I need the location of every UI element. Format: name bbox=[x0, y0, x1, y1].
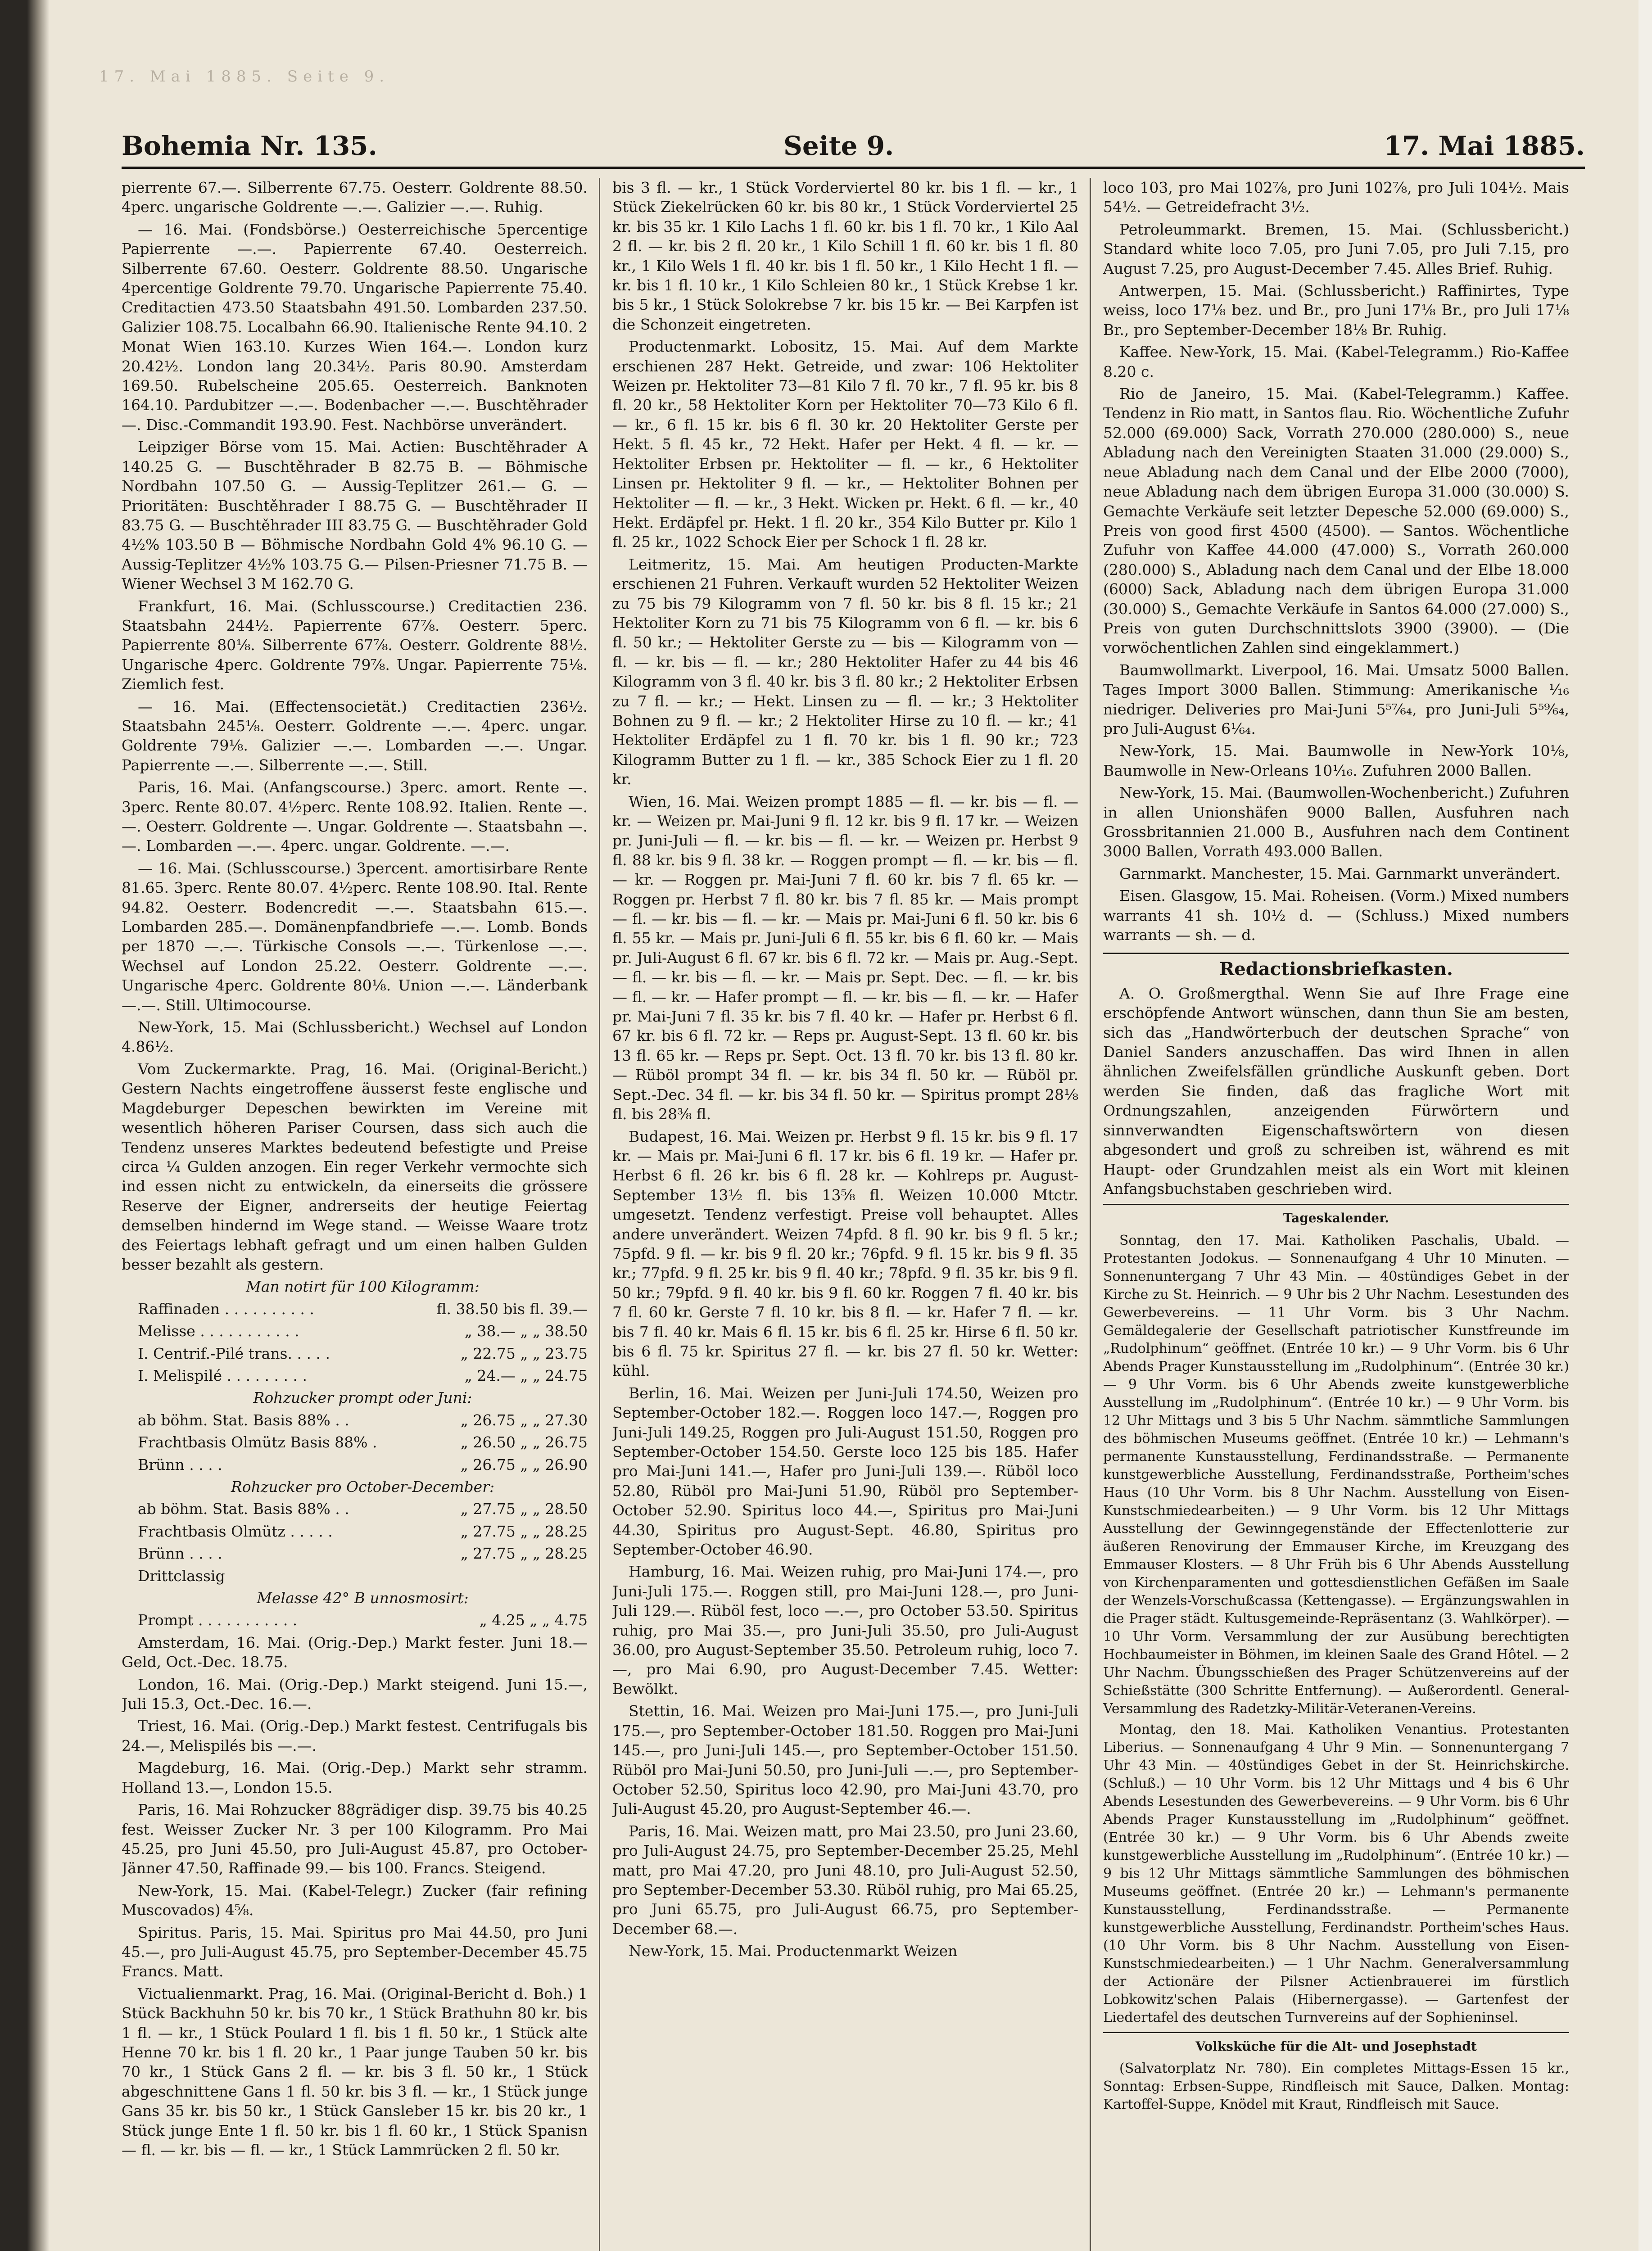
masthead-issue: Bohemia Nr. 135. bbox=[122, 131, 377, 161]
paragraph: Hamburg, 16. Mai. Weizen ruhig, pro Mai-Juni 174.—, pro Juni-Juli 175.—. Roggen still, pro Mai-Juni 128.—, pro Juni-Juli 129.—. Rüböl fest, loco —.—, pro October 53.50. Spiritus ruhig, pro Mai 35.—, pro Juni-Juli 35.50, pro Juli-August 36.00, pro August-September 35.50. Petroleum ruhig, loco 7.—, pro Mai 6.90, pro August-December 7.45. Wetter: Bewölkt. bbox=[612, 1563, 1078, 1698]
paragraph: loco 103, pro Mai 102⅞, pro Juni 102⅞, pro Juli 104½. Mais 54½. — Getreidefracht 3½. bbox=[1103, 179, 1569, 216]
paragraph: Stettin, 16. Mai. Weizen pro Mai-Juni 175.—, pro Juni-Juli 175.—, pro September-October 181.50. Roggen pro Mai-Juni 145.—, pro Juni-Juli 145.—, pro September-October 151.50. Rüböl pro Mai-Juni 50.50, pro Juni-Juli —.—, pro September-October 52.50, Spiritus loco 42.90, pro Mai-Juni 43.70, pro Juli-August 45.20, pro August-September 46.—. bbox=[612, 1702, 1078, 1818]
paragraph: — 16. Mai. (Effectensocietät.) Creditactien 236½. Staatsbahn 245⅛. Oesterr. Goldrente —.—. 4perc. ungar. Goldrente 79⅛. Galizier —.—. Lombarden —.—. Ungar. Papierrente —.—. Silberrente —.—. Still. bbox=[122, 697, 588, 774]
table-row: Melisse . . . . . . . . . . . „ 38.— „ „ 38.50 bbox=[138, 1322, 588, 1340]
masthead-date: 17. Mai 1885. bbox=[1384, 131, 1585, 161]
table-row: Drittclassig bbox=[138, 1567, 225, 1585]
section-title-redaction: Redactionsbriefkasten. bbox=[1103, 953, 1569, 979]
table-row: Raffinaden . . . . . . . . . . fl. 38.50 bis fl. 39.— bbox=[138, 1300, 588, 1318]
paragraph: Montag, den 18. Mai. Katholiken Venantius. Protestanten Liberius. — Sonnenaufgang 4 Uhr 9 Min. — Sonnenuntergang 7 Uhr 43 Min. — 40stündiges Gebet in der St. Heinrichskirche. (Schluß.) — 10 Uhr Vorm. bis 12 Uhr Mittags und 4 bis 6 Uhr Abends Lesestunden des Gewerbevereins. — 9 Uhr Vorm. bis 6 Uhr Abends Prager Kunstausstellung im „Rudolphinum“ geöffnet. (Entrée 30 kr.) — 9 Uhr Vorm. bis 6 Uhr Abends zweite kunstgewerbliche Ausstellung im „Rudolphinum“. (Entrée 10 kr.) — 9 bis 12 Uhr Mittags sämmtliche Sammlungen des böhmischen Museums geöffnet. (Entrée 20 kr.) — Lehmann's permanente Kunstausstellung, Ferdinandsstraße. — Permanente kunstgewerbliche Ausstellung, Ferdinandstr. Portheim'sches Haus. (10 Uhr Vorm. bis 8 Uhr Nachm. Ausstellung von Eisen-Kunstschmiedearbeiten.) — 1 Uhr Nachm. Generalversammlung der Actionäre der Pilsner Actienbrauerei im fürstlich Lobkowitz'schen Palais (Hibernergasse). — Gartenfest der Liedertafel des deutschen Turnvereins auf der Sophieninsel. bbox=[1103, 1721, 1569, 2025]
paragraph: Eisen. Glasgow, 15. Mai. Roheisen. (Vorm.) Mixed numbers warrants 41 sh. 10½ d. — (Schluss.) Mixed numbers warrants — sh. — d. bbox=[1103, 887, 1569, 944]
paragraph: Victualienmarkt. Prag, 16. Mai. (Original-Bericht d. Boh.) 1 Stück Backhuhn 50 kr. bis 70 kr., 1 Stück Brathuhn 80 kr. bis 1 fl. — kr., 1 Stück Poulard 1 fl. bis 1 fl. 50 kr., 1 Stück alte Henne 70 kr. bis 1 fl. 20 kr., 1 Paar junge Tauben 50 kr. bis 70 kr., 1 Stück Gans 2 fl. — kr. bis 3 fl. 50 kr., 1 Stück abgeschnittene Gans 1 fl. 50 kr. bis 3 fl. — kr., 1 Stück junge Gans 35 kr. bis 50 kr., 1 Stück Gansleber 15 kr. bis 20 kr., 1 Stück junge Ente 1 fl. 50 kr. bis 1 fl. 60 kr., 1 Stück Spanisn — fl. — kr. bis — fl. — kr., 1 Stück Lammrücken 2 fl. 50 kr. bbox=[122, 1984, 588, 2159]
newspaper-page bbox=[90, 81, 1612, 2251]
table-row: Prompt . . . . . . . . . . . „ 4.25 „ „ 4.75 bbox=[138, 1611, 588, 1629]
table-caption: Man notirt für 100 Kilogramm: bbox=[246, 1278, 480, 1296]
paragraph: Kaffee. New-York, 15. Mai. (Kabel-Telegramm.) Rio-Kaffee 8.20 c. bbox=[1103, 343, 1569, 380]
table-row: I. Melispilé . . . . . . . . . „ 24.— „ „ 24.75 bbox=[138, 1366, 588, 1384]
paragraph: pierrente 67.—. Silberrente 67.75. Oesterr. Goldrente 88.50. 4perc. ungarische Goldrente —.—. Galizier —.—. Ruhig. bbox=[122, 179, 588, 216]
table-row: ab böhm. Stat. Basis 88% . . „ 27.75 „ „ 28.50 bbox=[138, 1500, 588, 1518]
paragraph: Frankfurt, 16. Mai. (Schlusscourse.) Creditactien 236. Staatsbahn 244½. Papierrente 67⅞. Oesterr. 5perc. Papierrente 80⅛. Silberrente 67⅞. Oesterr. Goldrente 88½. Ungarische 4perc. Goldrente 79⅞. Ungar. Papierrente 75⅛. Ziemlich fest. bbox=[122, 597, 588, 693]
masthead bbox=[122, 126, 1585, 169]
bleed-through-text: 17. Mai 1885. Seite 9. bbox=[99, 68, 390, 86]
paragraph: New-York, 15. Mai (Schlussbericht.) Wechsel auf London 4.86½. bbox=[122, 1018, 588, 1056]
table-row: Brünn . . . . „ 27.75 „ „ 28.25 bbox=[138, 1545, 588, 1563]
table-row: Frachtbasis Olmütz . . . . . „ 27.75 „ „ 28.25 bbox=[138, 1522, 588, 1540]
paragraph: Productenmarkt. Lobositz, 15. Mai. Auf dem Markte erschienen 287 Hekt. Getreide, und zwar: 106 Hektoliter Weizen pr. Hektoliter 73—81 Kilo 7 fl. 70 kr., 7 fl. 95 kr. bis 8 fl. 20 kr., 58 Hektoliter Korn per Hektoliter 70—73 Kilo 6 fl. — kr., 6 fl. 15 kr. bis 6 fl. 30 kr. 20 Hektoliter Gerste per Hekt. 5 fl. 45 kr., 72 Hekt. Hafer per Hekt. 4 fl. — kr. — Hektoliter Erbsen pr. Hektoliter — fl. — kr., 6 Hektoliter Linsen pr. Hektoliter 9 fl. — kr., — Hektoliter Bohnen per Hektoliter — fl. — kr., 3 Hekt. Wicken pr. Hekt. 6 fl. — kr., 40 Hekt. Erdäpfel pr. Hekt. 1 fl. 20 kr., 354 Kilo Butter pr. Kilo 1 fl. 25 kr., 1022 Schock Eier per Schock 1 fl. 28 kr. bbox=[612, 338, 1078, 551]
paragraph: Budapest, 16. Mai. Weizen pr. Herbst 9 fl. 15 kr. bis 9 fl. 17 kr. — Mais pr. Mai-Juni 6 fl. 17 kr. bis 6 fl. 19 kr. — Hafer pr. Herbst 6 fl. 26 kr. bis 6 fl. 28 kr. — Kohlreps pr. August-September 13½ fl. bis 13⅝ fl. Weizen 10.000 Mtctr. umgesetzt. Tendenz verfestigt. Preise voll behauptet. Alles andere unverändert. Weizen 74pfd. 8 fl. 90 kr. bis 9 fl. 5 kr.; 75pfd. 9 fl. — kr. bis 9 fl. 20 kr.; 76pfd. 9 fl. 15 kr. bis 9 fl. 35 kr.; 77pfd. 9 fl. 25 kr. bis 9 fl. 40 kr.; 78pfd. 9 fl. 35 kr. bis 9 fl. 50 kr.; 79pfd. 9 fl. 40 kr. bis 9 fl. 60 kr. Roggen 7 fl. 40 kr. bis 7 fl. 60 kr. Gerste 7 fl. 10 kr. bis 8 fl. — kr. Hafer 7 fl. — kr. bis 7 fl. 40 kr. Mais 6 fl. 15 kr. bis 6 fl. 25 kr. Hirse 6 fl. 50 kr. bis 6 fl. 75 kr. Spiritus 27 fl. — kr. bis 27 fl. 50 kr. Wetter: kühl. bbox=[612, 1127, 1078, 1380]
binding-shadow bbox=[0, 0, 50, 2251]
paragraph: New-York, 15. Mai. Productenmarkt Weizen bbox=[629, 1942, 958, 1960]
section-title-calendar: Tageskalender. bbox=[1103, 1204, 1569, 1228]
paragraph: A. O. Großmergthal. Wenn Sie auf Ihre Frage eine erschöpfende Antwort wünschen, dann thun Sie am besten, sich das „Handwörterbuch der deutschen Sprache“ von Daniel Sanders anzuschaffen. Das wird Ihnen in allen ähnlichen Zweifelsfällen gründliche Auskunft geben. Dort werden Sie finden, daß das fragliche Wort mit Ordnungszahlen, anzeigenden Fürwörtern und sinnverwandten Eigenschaftswörtern von diesen abgesondert und groß zu schreiben ist, während es mit Haupt- oder Grundzahlen meist als ein Wort mit kleinen Anfangsbuchstaben geschrieben wird. bbox=[1103, 984, 1569, 1198]
paragraph: Paris, 16. Mai. (Anfangscourse.) 3perc. amort. Rente —. 3perc. Rente 80.07. 4½perc. Rente 108.92. Italien. Rente —.—. Oesterr. Goldrente —. Ungar. Goldrente —. Staatsbahn —.—. Lombarden —.—. 4perc. ungar. Goldrente. —.—. bbox=[122, 778, 588, 855]
table-row: ab böhm. Stat. Basis 88% . . „ 26.75 „ „ 27.30 bbox=[138, 1411, 588, 1429]
paragraph: Baumwollmarkt. Liverpool, 16. Mai. Umsatz 5000 Ballen. Tages Import 3000 Ballen. Stimmung: Amerikanische ⅟₁₆ niedriger. Deliveries pro Mai-Juni 5⁵⁷⁄₆₄, pro Juni-Juli 5⁵⁹⁄₆₄, pro Juli-August 6⅟₆₄. bbox=[1103, 661, 1569, 737]
paragraph: Amsterdam, 16. Mai. (Orig.-Dep.) Markt fester. Juni 18.— Geld, Oct.-Dec. 18.75. bbox=[122, 1633, 588, 1671]
paragraph: Triest, 16. Mai. (Orig.-Dep.) Markt festest. Centrifugals bis 24.—, Melispilés bis —.—. bbox=[122, 1717, 588, 1754]
table-subheading: Melasse 42° B unnosmosirt: bbox=[257, 1589, 469, 1607]
table-row: I. Centrif.-Pilé trans. . . . . „ 22.75 „ „ 23.75 bbox=[138, 1344, 588, 1362]
paragraph: Wien, 16. Mai. Weizen prompt 1885 — fl. — kr. bis — fl. — kr. — Weizen pr. Mai-Juni 9 fl. 12 kr. bis 9 fl. 17 kr. — Weizen pr. Juni-Juli — fl. — kr. bis — fl. — kr. — Weizen pr. Herbst 9 fl. 88 kr. bis 9 fl. 38 kr. — Roggen prompt — fl. — kr. bis — fl. — kr. — Roggen pr. Mai-Juni 7 fl. 60 kr. bis 7 fl. 65 kr. — Roggen pr. Herbst 7 fl. 80 kr. bis 7 fl. 85 kr. — Mais prompt — fl. — kr. bis — fl. — kr. — Mais pr. Mai-Juni 6 fl. 50 kr. bis 6 fl. 55 kr. — Mais pr. Juni-Juli 6 fl. 55 kr. bis 6 fl. 60 kr. — Mais pr. Juli-August 6 fl. 67 kr. bis 6 fl. 72 kr. — Mais pr. Aug.-Sept. — fl. — kr. bis — fl. — kr. — Mais pr. Sept. Dec. — fl. — kr. bis — fl. — kr. — Hafer prompt — fl. — kr. bis — fl. — kr. — Hafer pr. Mai-Juni 7 fl. 35 kr. bis 7 fl. 40 kr. — Hafer pr. Herbst 6 fl. 67 kr. bis 6 fl. 72 kr. — Reps pr. August-Sept. 13 fl. 60 kr. bis 13 fl. 65 kr. — Reps pr. Sept. Oct. 13 fl. 70 kr. bis 13 fl. 80 kr. — Rüböl prompt 34 fl. — kr. bis 34 fl. 50 kr. — Rüböl pr. Sept.-Dec. 34 fl. — kr. bis 34 fl. 50 kr. — Spiritus prompt 28⅛ fl. bis 28⅜ fl. bbox=[612, 792, 1078, 1123]
paragraph: Berlin, 16. Mai. Weizen per Juni-Juli 174.50, Weizen pro September-October 182.—. Roggen loco 147.—, Roggen pro Juni-Juli 149.25, Roggen pro Juli-August 151.50, Roggen pro September-October 154.50. Gerste loco 125 bis 185. Hafer pro Mai-Juni 141.—, Hafer pro Juni-Juli 139.—. Rüböl loco 52.80, Rüböl pro Mai-Juni 51.90, Rüböl pro September-October 52.90. Spiritus loco 44.—, Spiritus pro Mai-Juni 44.30, Spiritus pro August-Sept. 46.80, Spiritus pro September-October 46.90. bbox=[612, 1384, 1078, 1559]
paragraph: Garnmarkt. Manchester, 15. Mai. Garnmarkt unverändert. bbox=[1119, 864, 1561, 882]
paragraph: London, 16. Mai. (Orig.-Dep.) Markt steigend. Juni 15.—, Juli 15.3, Oct.-Dec. 16.—. bbox=[122, 1675, 588, 1713]
table-subheading: Rohzucker prompt oder Juni: bbox=[253, 1389, 472, 1407]
table-row: Brünn . . . . „ 26.75 „ „ 26.90 bbox=[138, 1455, 588, 1474]
column-2 bbox=[612, 178, 1078, 2251]
paragraph: — 16. Mai. (Schlusscourse.) 3percent. amortisirbare Rente 81.65. 3perc. Rente 80.07. 4½perc. Rente 108.90. Ital. Rente 94.82. Oesterr. Bodencredit —.—. Staatsbahn 615.—. Lombarden 285.—. Domänenpfandbriefe —.—. Lomb. Bonds per 1870 —.—. Türkische Consols —.—. Türkenlose —.—. Wechsel auf London 25.22. Oesterr. Goldrente —.—. Ungarische 4perc. Goldrente 80⅛. Union —.—. Länderbank —.—. Still. Ultimocourse. bbox=[122, 859, 588, 1014]
paragraph: New-York, 15. Mai. (Baumwollen-Wochenbericht.) Zufuhren in allen Unionshäfen 9000 Ballen, Ausfuhren nach Grossbritannien 21.000 B., Ausfuhren nach dem Continent 3000 Ballen, Vorrath 493.000 Ballen. bbox=[1103, 784, 1569, 860]
paragraph: — 16. Mai. (Fondsbörse.) Oesterreichische 5percentige Papierrente —.—. Papierrente 67.40. Oesterreich. Silberrente 67.60. Oesterr. Goldrente 88.50. Ungarische 4percentige Goldrente 79.70. Ungarische Papierrente 75.40. Creditactien 473.50 Staatsbahn 491.50. Lombarden 237.50. Galizier 108.75. Localbahn 66.90. Italienische Rente 94.10. 2 Monat Wien 163.10. Kurzes Wien 164.—. London kurz 20.42½. London lang 20.34½. Paris 80.90. Amsterdam 169.50. Rubelscheine 205.65. Oesterreich. Banknoten 164.10. Pardubitzer —.—. Bodenbacher —.—. Buschtěhrader —. Disc.-Commandit 193.90. Fest. Nachbörse unverändert. bbox=[122, 220, 588, 434]
paragraph: Paris, 16. Mai. Weizen matt, pro Mai 23.50, pro Juni 23.60, pro Juli-August 24.75, pro September-December 25.25, Mehl matt, pro Mai 47.20, pro Juni 48.10, pro Juli-August 52.50, pro September-December 53.30. Rüböl ruhig, pro Mai 65.25, pro Juni 65.75, pro Juli-August 66.75, pro September-December 68.—. bbox=[612, 1822, 1078, 1938]
column-3 bbox=[1103, 178, 1569, 2251]
column-rule bbox=[1090, 178, 1091, 2251]
paragraph: Vom Zuckermarkte. Prag, 16. Mai. (Original-Bericht.) Gestern Nachts eingetroffene äusserst feste englische und Magdeburger Depeschen bewirkten im Vereine mit wesentlich höheren Pariser Coursen, dass sich auch die Tendenz unseres Marktes bedeutend befestigte und Preise circa ¼ Gulden anzogen. Ein reger Verkehr vermochte sich ind essen nicht zu entwickeln, da einerseits die grössere Reserve der Eigner, andrerseits der heutige Feiertag demselben hindernd im Wege stand. — Weisse Waare trotz des Feiertags lebhaft gefragt und um einen halben Gulden besser bezahlt als gestern. bbox=[122, 1060, 588, 1273]
paragraph: Sonntag, den 17. Mai. Katholiken Paschalis, Ubald. — Protestanten Jodokus. — Sonnenaufgang 4 Uhr 10 Minuten. — Sonnenuntergang 7 Uhr 43 Min. — 40stündiges Gebet in der Kirche zu St. Heinrich. — 9 Uhr bis 2 Uhr Nachm. Lesestunden des Gewerbevereins. — 11 Uhr Vorm. bis 3 Uhr Nachm. Gemäldegalerie der Gesellschaft patriotischer Kunstfreunde im „Rudolphinum“ geöffnet. (Entrée 10 kr.) — 9 Uhr Vorm. bis 6 Uhr Abends Prager Kunstausstellung im „Rudolphinum“. (Entrée 30 kr.) — 9 Uhr Vorm. bis 6 Uhr Abends zweite kunstgewerbliche Ausstellung im „Rudolphinum“. (Entrée 10 kr.) — 9 Uhr Vorm. bis 12 Uhr Mittags und 3 bis 5 Uhr Nachm. sämmtliche Sammlungen des böhmischen Museums geöffnet. (Entrée 10 kr.) — Lehmann's permanente Kunstausstellung, Ferdinandsstraße. — Permanente kunstgewerbliche Ausstellung, Ferdinandsstraße, Portheim'sches Haus (10 Uhr Vorm. bis 8 Uhr Nachm. Ausstellung von Eisen-Kunstschmiedearbeiten.) — 9 Uhr Vorm. bis 12 Uhr Mittags Ausstellung der Gewinngegenstände der Effectenlotterie zur äußeren Renovirung der Emmauser Kirche, im Kreuzgang des Emmauser Klosters. — 8 Uhr Früh bis 6 Uhr Abends Ausstellung von Kirchenparamenten und gottesdienstlichen Gefäßen im Saale der Wenzels-Vorschußcassa (Kettengasse). — Ergänzungswahlen in die Prager städt. Kultusgemeinde-Repräsentanz (3. Wahlkörper). — 10 Uhr Vorm. Versammlung der zur Ausübung berechtigten Hochbaumeister in Böhmen, im kleinen Saale des Grand Hôtel. — 2 Uhr Nachm. Übungsschießen des Prager Schützenvereins auf der Schießstätte (300 Schritte Entfernung). — Außerordentl. General-Versammlung des Radetzky-Militär-Veteranen-Vereins. bbox=[1103, 1232, 1569, 1717]
paragraph: Leipziger Börse vom 15. Mai. Actien: Buschtěhrader A 140.25 G. — Buschtěhrader B 82.75 B. — Böhmische Nordbahn 107.50 G. — Aussig-Teplitzer 261.— G. — Prioritäten: Buschtěhrader I 88.75 G. — Buschtěhrader II 83.75 G. — Buschtěhrader III 83.75 G. — Buschtěhrader Gold 4½% 103.50 B — Böhmische Nordbahn Gold 4% 96.10 G. — Aussig-Teplitzer 4½% 103.75 G.— Pilsen-Priesner 71.75 B. — Wiener Wechsel 3 M 162.70 G. bbox=[122, 438, 588, 593]
paragraph: Spiritus. Paris, 15. Mai. Spiritus pro Mai 44.50, pro Juni 45.—, pro Juli-August 45.75, pro September-December 45.75 Francs. Matt. bbox=[122, 1923, 588, 1980]
paragraph: New-York, 15. Mai. (Kabel-Telegr.) Zucker (fair refining Muscovados) 4⅝. bbox=[122, 1881, 588, 1919]
paragraph: bis 3 fl. — kr., 1 Stück Vorderviertel 80 kr. bis 1 fl. — kr., 1 Stück Ziekelrücken 60 kr. bis 80 kr., 1 Stück Vorderviertel 25 kr. bis 35 kr. 1 Kilo Lachs 1 fl. 60 kr. bis 1 fl. 70 kr., 1 Kilo Aal 2 fl. — kr. bis 2 fl. 20 kr., 1 Kilo Schill 1 fl. 60 kr. bis 1 fl. 80 kr., 1 Kilo Wels 1 fl. 40 kr. bis 1 fl. 50 kr., 1 Kilo Hecht 1 fl. — kr. bis 1 fl. 10 kr., 1 Kilo Schleien 80 kr., 1 Stück Krebse 1 kr. bis 5 kr., 1 Stück Solokrebse 7 kr. bis 15 kr. — Bei Karpfen ist die Schonzeit eingetreten. bbox=[612, 179, 1078, 333]
table-row: Frachtbasis Olmütz Basis 88% . „ 26.50 „ „ 26.75 bbox=[138, 1433, 588, 1451]
paragraph: New-York, 15. Mai. Baumwolle in New-York 10⅛, Baumwolle in New-Orleans 10⅟₁₆. Zufuhren 2000 Ballen. bbox=[1103, 742, 1569, 779]
paragraph: Paris, 16. Mai Rohzucker 88grädiger disp. 39.75 bis 40.25 fest. Weisser Zucker Nr. 3 per 100 Kilogramm. Pro Mai 45.25, pro Juni 45.50, pro Juli-August 45.87, pro October-Jänner 47.50, Raffinade 99.— bis 100. Francs. Steigend. bbox=[122, 1801, 588, 1877]
paragraph: (Salvatorplatz Nr. 780). Ein completes Mittags-Essen 15 kr., Sonntag: Erbsen-Suppe, Rindfleisch mit Sauce, Dalken. Montag: Kartoffel-Suppe, Knödel mit Kraut, Rindfleisch mit Sauce. bbox=[1103, 2061, 1569, 2113]
section-title-volkskueche: Volksküche für die Alt- und Josephstadt bbox=[1103, 2032, 1569, 2056]
table-subheading: Rohzucker pro October-December: bbox=[231, 1478, 495, 1496]
paragraph: Magdeburg, 16. Mai. (Orig.-Dep.) Markt sehr stramm. Holland 13.—, London 15.5. bbox=[122, 1759, 588, 1796]
page-edge bbox=[1638, 0, 1652, 2251]
column-1 bbox=[122, 178, 588, 2251]
paragraph: Leitmeritz, 15. Mai. Am heutigen Producten-Markte erschienen 21 Fuhren. Verkauft wurden 52 Hektoliter Weizen zu 75 bis 79 Kilogramm von 7 fl. 50 kr. bis 8 fl. 15 kr.; 21 Hektoliter Korn zu 71 bis 75 Kilogramm von 6 fl. — kr. bis 6 fl. 50 kr.; — Hektoliter Gerste zu — bis — Kilogramm von — fl. — kr. bis — fl. — kr.; 280 Hektoliter Hafer zu 44 bis 46 Kilogramm von 3 fl. 40 kr. bis 3 fl. 80 kr.; 2 Hektoliter Erbsen zu 7 fl. — kr.; — Hekt. Linsen zu — fl. — kr.; 3 Hektoliter Bohnen zu 9 fl. — kr.; 2 Hektoliter Hirse zu 10 fl. — kr.; 41 Hektoliter Erdäpfel zu 1 fl. 70 kr. bis 1 fl. 90 kr.; 723 Kilogramm Butter zu 1 fl. — kr., 385 Schock Eier zu 1 fl. 20 kr. bbox=[612, 555, 1078, 788]
column-rule bbox=[599, 178, 600, 2251]
sugar-price-table bbox=[122, 1299, 588, 1630]
paragraph: Rio de Janeiro, 15. Mai. (Kabel-Telegramm.) Kaffee. Tendenz in Rio matt, in Santos flau. Rio. Wöchentliche Zufuhr 52.000 (69.000) Sack, Vorrath 270.000 (280.000) S., neue Abladung nach den Vereinigten Staaten 31.000 (29.000) S., neue Abladung nach dem Canal und der Elbe 2000 (7000), neue Abladung nach dem übrigen Europa 31.000 (30.000) S. Gemachte Verkäufe seit letzter Depesche 52.000 (69.000) S., Preis von good first 4500 (4500). — Santos. Wöchentliche Zufuhr von Kaffee 44.000 (47.000) S., Vorrath 260.000 (280.000) S., Abladung nach dem Canal und der Elbe 18.000 (6000) Sack, Abladung nach dem übrigen Europa 31.000 (30.000) S., Gemachte Verkäufe in Santos 64.000 (27.000) S., Preis von guten Durchschnittslots 3900 (3900). — (Die vorwöchentlichen Zahlen sind eingeklammert.) bbox=[1103, 385, 1569, 657]
masthead-page: Seite 9. bbox=[783, 131, 894, 161]
paragraph: Petroleummarkt. Bremen, 15. Mai. (Schlussbericht.) Standard white loco 7.05, pro Juni 7.05, pro Juli 7.15, pro August 7.25, pro August-December 7.45. Alles Brief. Ruhig. bbox=[1103, 220, 1569, 277]
paragraph: Antwerpen, 15. Mai. (Schlussbericht.) Raffinirtes, Type weiss, loco 17⅛ bez. und Br., pro Juni 17⅛ Br., pro Juli 17⅛ Br., pro September-December 18⅛ Br. Ruhig. bbox=[1103, 282, 1569, 339]
